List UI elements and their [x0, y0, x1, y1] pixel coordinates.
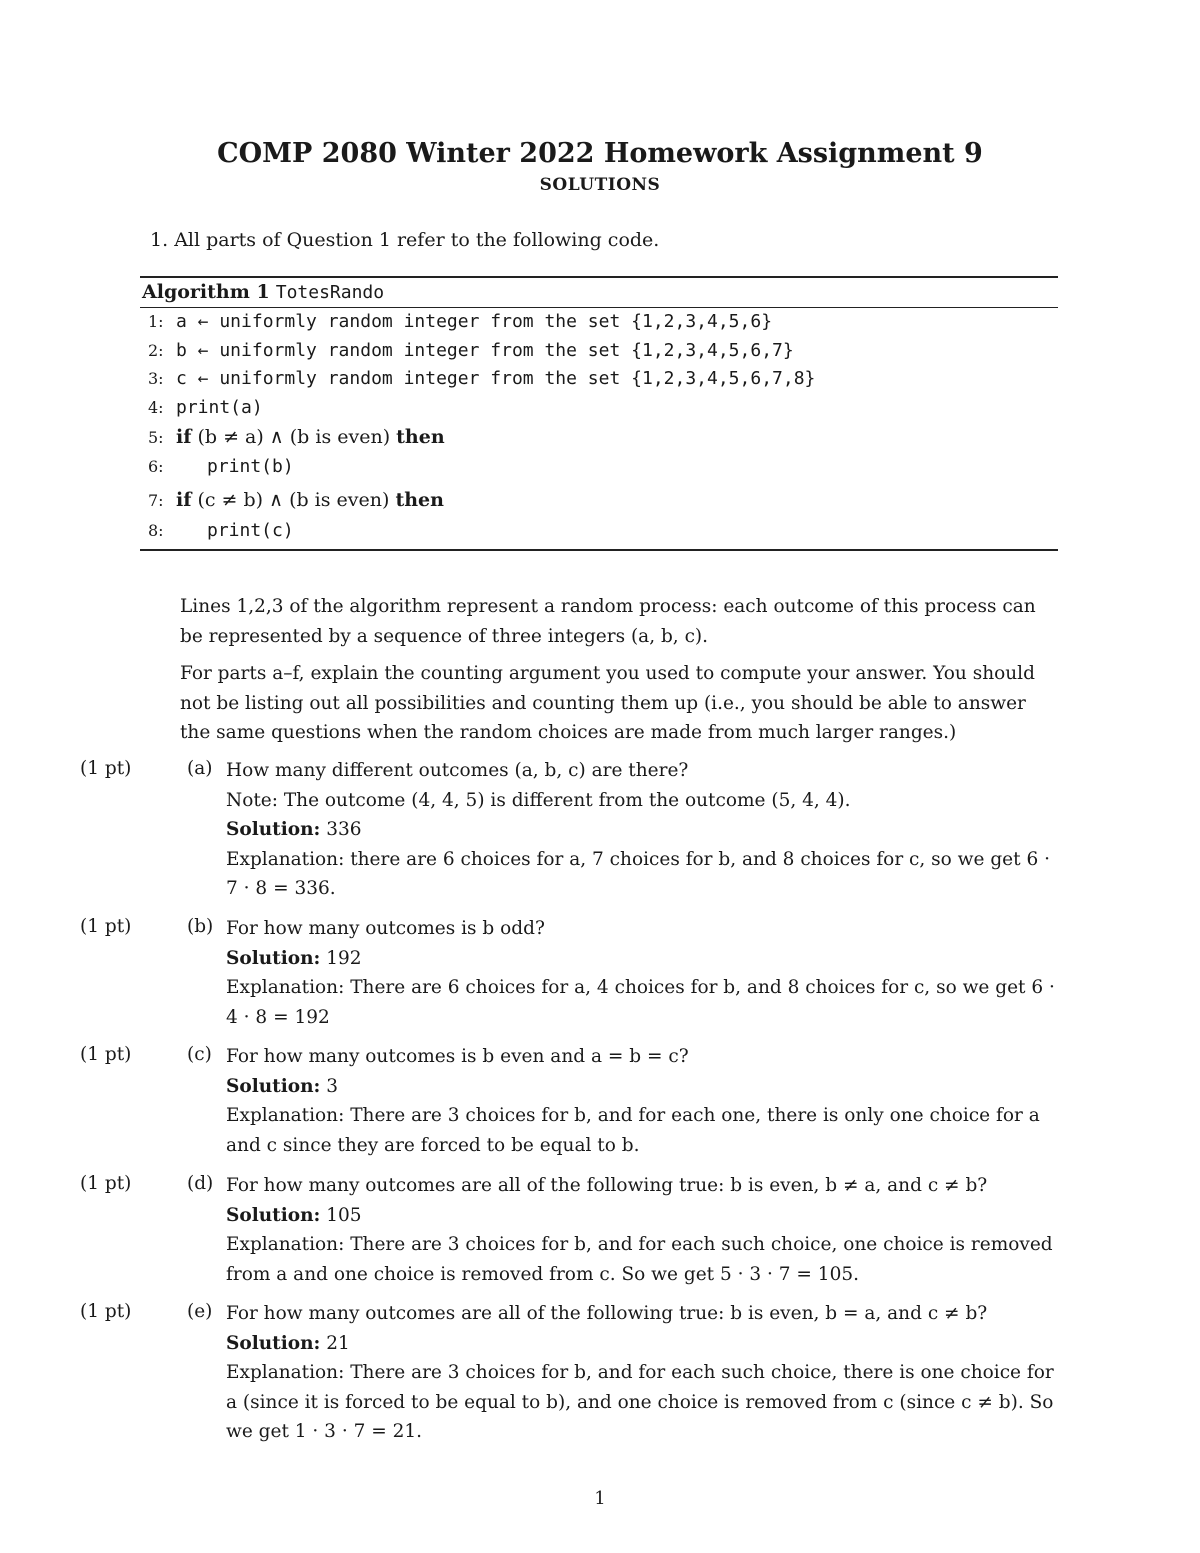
- part-a-note: Note: The outcome (4, 4, 5) is different from the outcome (5, 4, 4).: [226, 789, 851, 811]
- context-paragraph-1: Lines 1,2,3 of the algorithm represent a random process: each outcome of this process can be represented by a sequence of three integers (a, b, c).: [180, 596, 1036, 647]
- part-d-question: For how many outcomes are all of the following true: b is even, b ≠ a, and c ≠ b?: [226, 1175, 988, 1196]
- algorithm-line-4: [148, 396, 263, 418]
- algorithm-line-7: [148, 489, 444, 511]
- algorithm-line-2: [148, 339, 794, 361]
- line-number: 2:: [148, 341, 164, 360]
- line-number: 5:: [148, 428, 164, 447]
- question-intro-text: All parts of Question 1 refer to the following code.: [174, 229, 660, 251]
- condition: (c ≠ b) ∧ (b is even): [197, 489, 390, 511]
- question-number: 1.: [150, 229, 169, 251]
- line-number: 3:: [148, 369, 164, 388]
- part-d-points: (1 pt): [80, 1173, 132, 1194]
- part-e-points: (1 pt): [80, 1301, 132, 1322]
- part-a-label: (a): [187, 758, 213, 779]
- part-c-question: For how many outcomes is b even and a = b = c?: [226, 1046, 689, 1067]
- solution-value: 3: [326, 1075, 339, 1097]
- part-a-body: [226, 756, 1060, 904]
- keyword-then: then: [395, 489, 444, 511]
- part-b-solution: [226, 944, 1060, 974]
- algorithm-line-3: [148, 367, 815, 389]
- solution-label: Solution:: [226, 819, 321, 840]
- line-number: 4:: [148, 398, 164, 417]
- keyword-if: if: [176, 489, 192, 511]
- part-d-label: (d): [187, 1173, 214, 1194]
- part-c-explanation: Explanation: There are 3 choices for b, and for each one, there is only one choice for a and c since they are forced to be equal to b.: [226, 1105, 1040, 1156]
- page-subtitle: SOLUTIONS: [539, 175, 661, 195]
- part-d-solution: [226, 1201, 1060, 1231]
- algorithm-top-rule: [140, 276, 1058, 278]
- part-e-explanation: Explanation: There are 3 choices for b, and for each such choice, there is one choice for a (since it is forced to be equal to b), and one choice is removed from c (since c ≠ b). So we get 1 · 3 · 7 = 21.: [226, 1362, 1054, 1442]
- line-code: b ← uniformly random integer from the set {1,2,3,4,5,6,7}: [176, 340, 794, 361]
- line-number: 7:: [148, 491, 164, 510]
- algorithm-line-1: [148, 310, 772, 332]
- part-c-points: (1 pt): [80, 1044, 132, 1065]
- algorithm-line-5: [148, 426, 445, 448]
- part-c-body: [226, 1042, 1060, 1160]
- part-c-label: (c): [187, 1044, 212, 1065]
- part-b-points: (1 pt): [80, 916, 132, 937]
- solution-value: 21: [326, 1332, 350, 1354]
- part-a-solution: [226, 815, 1060, 845]
- line-code: a ← uniformly random integer from the set {1,2,3,4,5,6}: [176, 311, 773, 332]
- algorithm-header: [142, 281, 384, 303]
- solution-label: Solution:: [226, 1204, 321, 1226]
- page-title: COMP 2080 Winter 2022 Homework Assignment 9: [217, 138, 983, 169]
- part-e-question: For how many outcomes are all of the following true: b is even, b = a, and c ≠ b?: [226, 1303, 988, 1324]
- context-paragraph-2: For parts a–f, explain the counting argument you used to compute your answer. You should not be listing out all possibilities and counting them up (i.e., you should be able to answer the same questions when the random choices are made from much larger ranges.): [180, 663, 1035, 743]
- line-code: c ← uniformly random integer from the set {1,2,3,4,5,6,7,8}: [176, 368, 816, 389]
- algorithm-bottom-rule: [140, 549, 1058, 551]
- solution-value: 105: [326, 1204, 362, 1226]
- part-d-body: [226, 1171, 1060, 1289]
- page-number: 1: [594, 1488, 606, 1509]
- part-a-points: (1 pt): [80, 758, 132, 779]
- part-b-label: (b): [187, 916, 214, 937]
- algorithm-line-6: [148, 455, 294, 477]
- condition: (b ≠ a) ∧ (b is even): [197, 426, 391, 448]
- part-e-body: [226, 1299, 1060, 1447]
- part-a-explanation: Explanation: there are 6 choices for a, 7 choices for b, and 8 choices for c, so we get 6 · 7 · 8 = 336.: [226, 848, 1050, 899]
- line-code: print(c): [207, 520, 294, 541]
- part-a-question: How many different outcomes (a, b, c) are there?: [226, 760, 689, 781]
- solution-label: Solution:: [226, 1332, 321, 1354]
- question-1-intro: [150, 229, 659, 251]
- algorithm-label: Algorithm 1: [142, 281, 270, 303]
- algorithm-line-8: [148, 519, 294, 541]
- part-c-solution: [226, 1072, 1060, 1102]
- solution-value: 192: [326, 947, 362, 969]
- algorithm-header-rule: [140, 307, 1058, 308]
- line-number: 6:: [148, 457, 164, 476]
- line-number: 8:: [148, 521, 164, 540]
- part-e-label: (e): [187, 1301, 213, 1322]
- solution-label: Solution:: [226, 947, 321, 969]
- part-b-explanation: Explanation: There are 6 choices for a, 4 choices for b, and 8 choices for c, so we get 6 · 4 · 8 = 192: [226, 977, 1055, 1028]
- keyword-then: then: [396, 426, 445, 448]
- solution-value: 336: [326, 819, 362, 840]
- line-number: 1:: [148, 312, 164, 331]
- algorithm-name: TotesRando: [275, 282, 385, 303]
- part-d-explanation: Explanation: There are 3 choices for b, and for each such choice, one choice is removed from a and one choice is removed from c. So we get 5 · 3 · 7 = 105.: [226, 1234, 1053, 1285]
- part-b-question: For how many outcomes is b odd?: [226, 918, 545, 939]
- solution-label: Solution:: [226, 1075, 321, 1097]
- part-e-solution: [226, 1329, 1060, 1359]
- line-code: print(a): [176, 397, 263, 418]
- line-code: print(b): [207, 456, 294, 477]
- part-b-body: [226, 914, 1060, 1032]
- keyword-if: if: [176, 426, 192, 448]
